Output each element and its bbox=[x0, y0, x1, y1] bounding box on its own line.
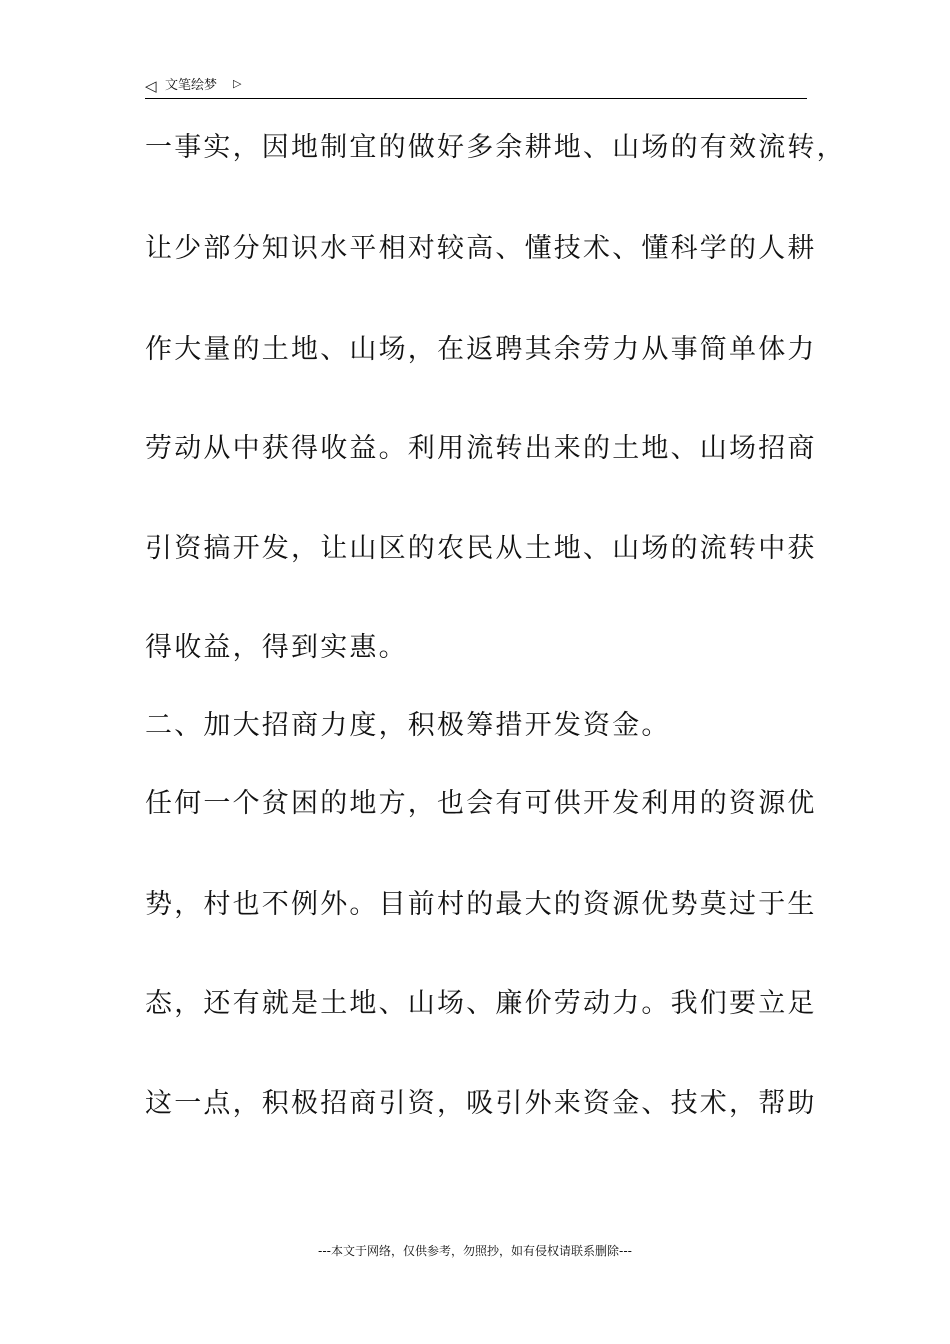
body-line: 势，村也不例外。目前村的最大的资源优势莫过于生 bbox=[145, 889, 817, 920]
body-line: 劳动从中获得收益。利用流转出来的土地、山场招商 bbox=[145, 433, 817, 464]
body-line: 得收益，得到实惠。 bbox=[145, 632, 408, 663]
body-line: 态，还有就是土地、山场、廉价劳动力。我们要立足 bbox=[145, 988, 817, 1019]
body-line: 让少部分知识水平相对较高、懂技术、懂科学的人耕 bbox=[145, 233, 817, 264]
section-heading: 二、加大招商力度，积极筹措开发资金。 bbox=[145, 710, 671, 741]
page-footer: ---本文于网络，仅供参考，勿照抄，如有侵权请联系删除--- bbox=[318, 1244, 632, 1258]
left-triangle-icon: ◁ bbox=[145, 77, 157, 95]
body-line: 这一点，积极招商引资，吸引外来资金、技术，帮助 bbox=[145, 1088, 817, 1119]
body-line: 引资搞开发，让山区的农民从土地、山场的流转中获 bbox=[145, 533, 817, 564]
body-line: 作大量的土地、山场，在返聘其余劳力从事简单体力 bbox=[145, 334, 817, 365]
page-header bbox=[145, 76, 807, 99]
header-title: 文笔绘梦 bbox=[165, 78, 218, 93]
right-triangle-icon: ▷ bbox=[233, 77, 242, 90]
body-line: 一事实，因地制宜的做好多余耕地、山场的有效流转， bbox=[145, 132, 846, 163]
body-line: 任何一个贫困的地方，也会有可供开发利用的资源优 bbox=[145, 788, 817, 819]
